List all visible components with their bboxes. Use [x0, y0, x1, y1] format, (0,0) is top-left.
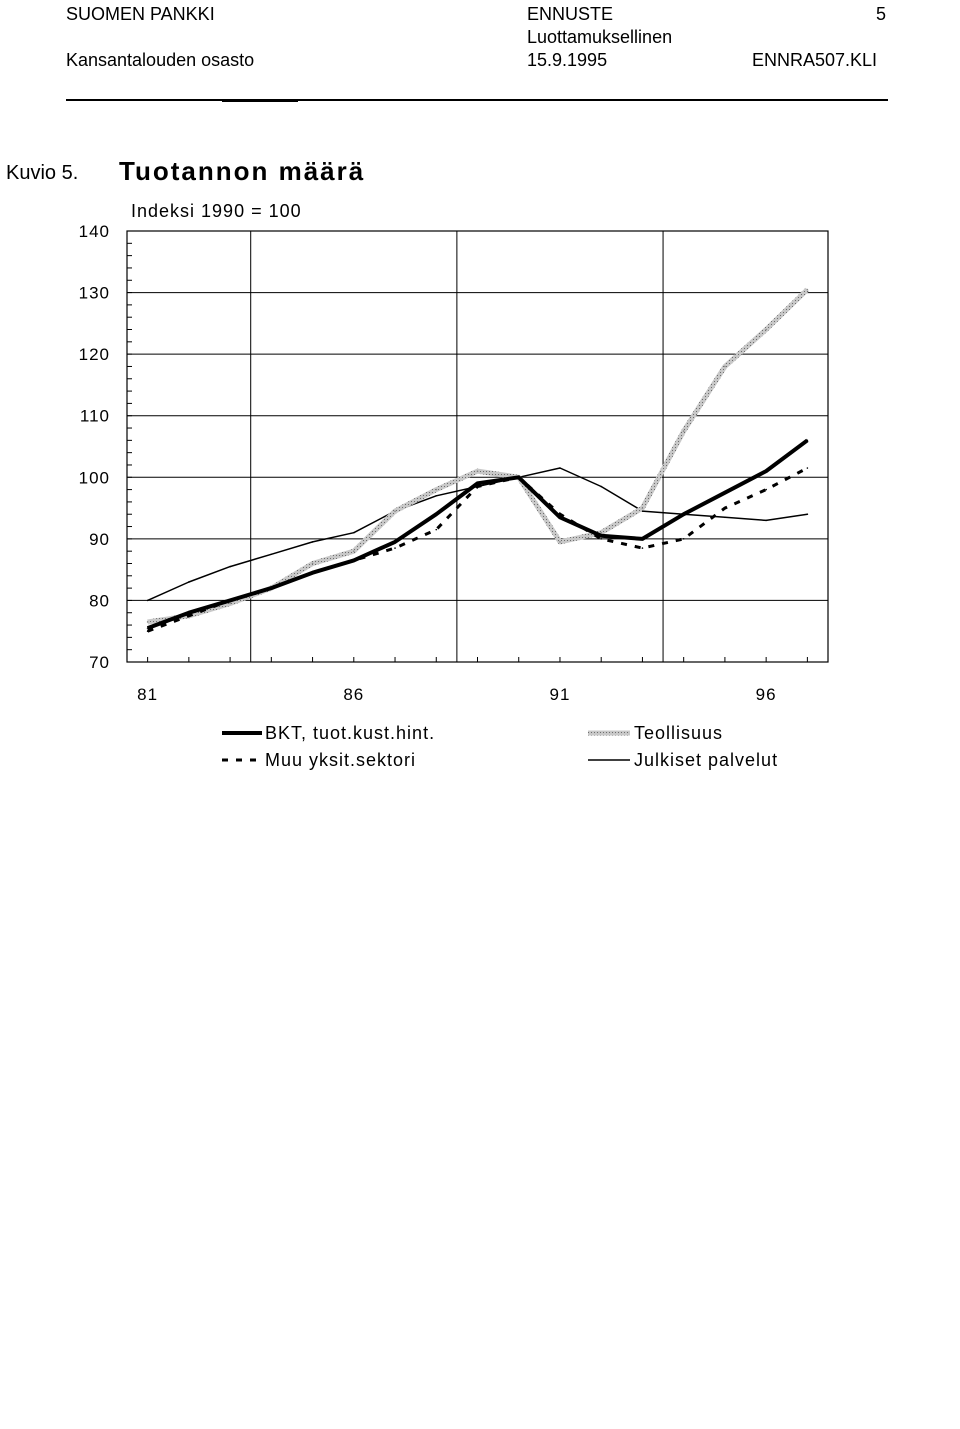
data-point [229, 600, 231, 602]
data-point [477, 483, 479, 485]
data-point [559, 467, 561, 469]
data-point [394, 547, 396, 549]
data-point [271, 553, 273, 555]
data-point [188, 612, 190, 614]
data-point [600, 535, 602, 537]
data-point [807, 467, 809, 469]
legend-label-3: Julkiset palvelut [634, 750, 779, 770]
chart-grid [127, 231, 828, 662]
data-point [271, 587, 273, 589]
legend-label-0: BKT, tuot.kust.hint. [265, 723, 436, 743]
header-dept: Kansantalouden osasto [66, 50, 255, 70]
y-tick-label-130: 130 [78, 283, 110, 303]
series-line-2 [148, 468, 808, 631]
data-point [435, 529, 437, 531]
data-point [435, 489, 437, 491]
data-point [807, 289, 809, 291]
header-org: SUOMEN PANKKI [66, 4, 215, 24]
data-point [229, 603, 231, 605]
y-tick-label-80: 80 [89, 591, 110, 611]
header-page-number: 5 [876, 4, 887, 24]
y-tick-label-100: 100 [78, 468, 110, 488]
data-point [559, 517, 561, 519]
data-point [353, 560, 355, 562]
data-point [188, 581, 190, 583]
chart-axes [79, 222, 828, 704]
data-point [188, 615, 190, 617]
y-tick-label-140: 140 [78, 222, 110, 241]
data-point [435, 513, 437, 515]
legend-label-1: Teollisuus [634, 723, 724, 743]
data-point [683, 538, 685, 540]
data-point [642, 507, 644, 509]
data-point [147, 630, 149, 632]
data-point [807, 513, 809, 515]
data-point [765, 329, 767, 331]
data-point [724, 517, 726, 519]
data-point [642, 538, 644, 540]
plot-frame [127, 231, 828, 662]
data-point [353, 550, 355, 552]
data-point [600, 532, 602, 534]
data-point [312, 541, 314, 543]
data-point [559, 541, 561, 543]
data-point [435, 495, 437, 497]
x-tick-label-96: 96 [755, 685, 777, 704]
data-point [724, 492, 726, 494]
header-classification: Luottamuksellinen [527, 27, 673, 47]
y-tick-label-110: 110 [79, 406, 110, 426]
x-tick-label-86: 86 [343, 685, 365, 704]
data-point [518, 476, 520, 478]
x-tick-label-81: 81 [137, 685, 159, 704]
data-point [600, 538, 602, 540]
header-doc-type: ENNUSTE [527, 4, 614, 24]
chart-legend [222, 723, 778, 770]
data-point [477, 470, 479, 472]
data-point [147, 600, 149, 602]
y-axis-label: Indeksi 1990 = 100 [131, 201, 302, 221]
data-point [394, 510, 396, 512]
data-point [147, 627, 149, 629]
chart-series [147, 289, 808, 632]
data-point [765, 470, 767, 472]
y-tick-label-120: 120 [78, 345, 110, 365]
series-line-1 [148, 290, 808, 623]
header-date: 15.9.1995 [527, 50, 608, 70]
data-point [147, 621, 149, 623]
figure-label: Kuvio 5. [6, 162, 79, 184]
data-point [394, 541, 396, 543]
data-point [312, 563, 314, 565]
data-point [600, 486, 602, 488]
x-tick-label-91: 91 [549, 685, 571, 704]
figure-title: Tuotannon määrä [119, 156, 366, 186]
data-point [229, 566, 231, 568]
data-point [312, 572, 314, 574]
data-point [724, 507, 726, 509]
legend-label-2: Muu yksit.sektori [265, 750, 417, 770]
data-point [353, 532, 355, 534]
data-point [642, 547, 644, 549]
data-point [765, 489, 767, 491]
data-point [683, 513, 685, 515]
data-point [683, 430, 685, 432]
data-point [724, 366, 726, 368]
data-point [765, 520, 767, 522]
data-point [807, 440, 809, 442]
y-tick-label-90: 90 [89, 529, 110, 549]
y-tick-label-70: 70 [89, 653, 110, 672]
header-file-name: ENNRA507.KLI [752, 50, 878, 70]
